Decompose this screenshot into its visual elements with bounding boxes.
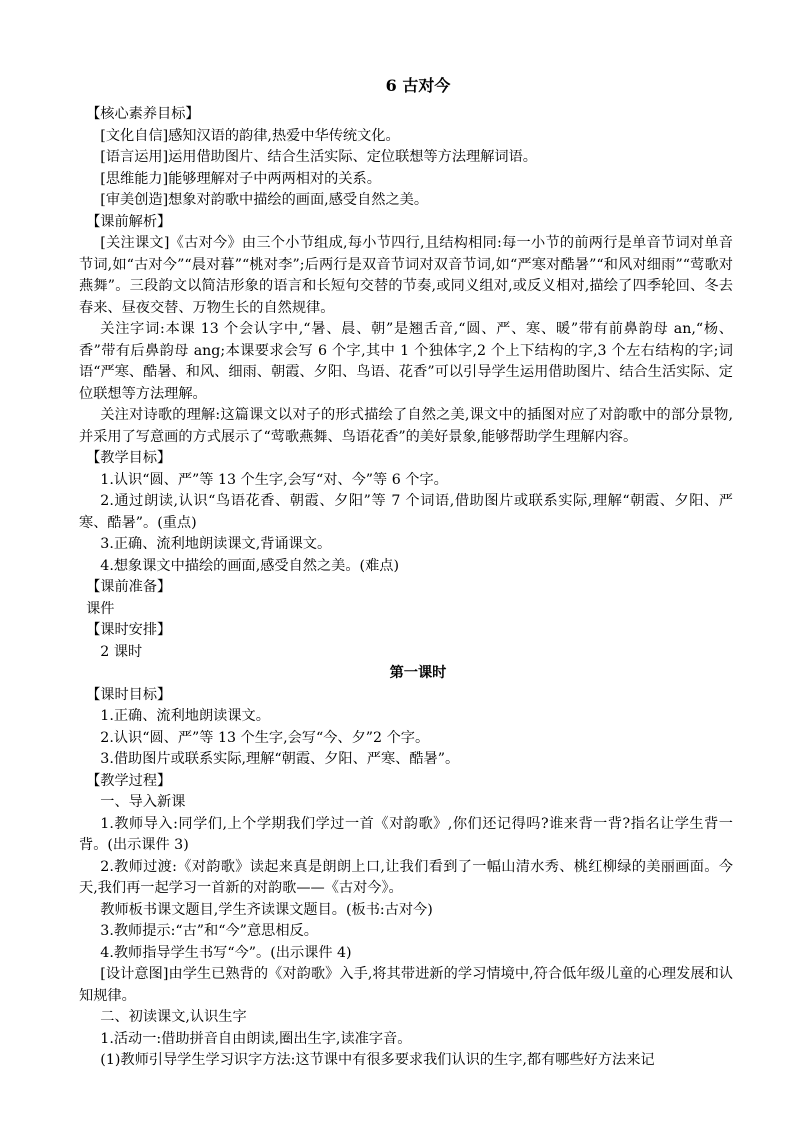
paragraph: [语言运用]运用借助图片、结合生活实际、定位联想等方法理解词语。 (100, 149, 537, 165)
section-subheading: 第一课时 (389, 665, 447, 681)
paragraph: 3.教师提示:“古”和“今”意思相反。 (100, 923, 318, 939)
paragraph: 教师板书课文题目,学生齐读课文题目。(板书:古对今) (100, 901, 433, 918)
document-body (79, 72, 733, 1072)
paragraph: [审美创造]想象对韵歌中描绘的画面,感受自然之美。 (100, 192, 429, 208)
paragraph: [设计意图]由学生已熟背的《对韵歌》入手,将其带进新的学习情境中,符合低年级儿童的心理发展和认知规律。 (79, 966, 733, 1004)
paragraph: [关注课文]《古对今》由三个小节组成,每小节四行,且结构相同:每一小节的前两行是单音节词对单音节词,如“古对今”“晨对暮”“桃对李”;后两行是双音节词对双音节词,如“严寒对酷暑”“和风对细雨”“莺歌对燕舞”。三段韵文以简洁形象的语言和长短句交替的节奏,或同义组对,或反义相对,描绘了四季轮回、冬去春来、昼夜交替、万物生长的自然规律。 (79, 235, 733, 316)
section-heading: 【课时目标】 (86, 686, 172, 703)
section-heading: 课件 (86, 600, 115, 617)
paragraph: 关注对诗歌的理解:这篇课文以对子的形式描绘了自然之美,课文中的插图对应了对韵歌中的部分景物,并采用了写意画的方式展示了“莺歌燕舞、鸟语花香”的美好景象,能够帮助学生理解内容。 (79, 407, 733, 445)
section-heading: 【课时安排】 (86, 622, 172, 638)
section-heading: 【教学过程】 (86, 772, 172, 789)
paragraph: 1.认识“圆、严”等 13 个生字,会写“对、今”等 6 个字。 (100, 471, 448, 488)
lesson-title: 6 古对今 (385, 76, 451, 95)
paragraph: 2 课时 (100, 643, 143, 660)
paragraph: 4.教师指导学生书写“今”。(出示课件 4) (100, 944, 352, 961)
paragraph: 4.想象课文中描绘的画面,感受自然之美。(难点) (100, 557, 399, 574)
paragraph: 二、初读课文,认识生字 (100, 1009, 247, 1025)
paragraph: 1.活动一:借助拼音自由朗读,圈出生字,读准字音。 (100, 1030, 412, 1047)
paragraph: [思维能力]能够理解对子中两两相对的关系。 (100, 170, 381, 187)
paragraph: 1.正确、流利地朗读课文。 (100, 708, 270, 724)
paragraph: [文化自信]感知汉语的韵律,热爱中华传统文化。 (100, 127, 400, 144)
paragraph: (1)教师引导学生学习识字方法:这节课中有很多要求我们认识的生字,都有哪些好方法来记 (100, 1052, 655, 1068)
paragraph: 2.通过朗读,认识“鸟语花香、朝霞、夕阳”等 7 个词语,借助图片或联系实际,理解“朝霞、夕阳、严寒、酷暑”。(重点) (79, 493, 733, 531)
section-heading: 【课前解析】 (86, 213, 172, 230)
section-heading: 【教学目标】 (86, 450, 172, 466)
paragraph: 1.教师导入:同学们,上个学期我们学过一首《对韵歌》,你们还记得吗?谁来背一背?指名让学生背一背。(出示课件 3) (79, 815, 733, 853)
section-heading: 【课前准备】 (86, 579, 172, 595)
paragraph: 2.教师过渡:《对韵歌》读起来真是朗朗上口,让我们看到了一幅山清水秀、桃红柳绿的美丽画面。今天,我们再一起学习一首新的对韵歌——《古对今》。 (79, 858, 733, 896)
paragraph: 3.正确、流利地朗读课文,背诵课文。 (100, 536, 332, 552)
paragraph: 3.借助图片或联系实际,理解“朝霞、夕阳、严寒、酷暑”。 (100, 751, 460, 767)
paragraph: 关注字词:本课 13 个会认字中,“暑、晨、朝”是翘舌音,“圆、严、寒、暖”带有前鼻韵母 an,“杨、香”带有后鼻韵母 ang;本课要求会写 6 个字,其中 1 个独体字,2 个上下结构的字,3 个左右结构的字;词语“严寒、酷暑、和风、细雨、朝霞、夕阳、鸟语、花香”可以引导学生运用借助图片、结合生活实际、定位联想等方法理解。 (79, 321, 733, 402)
paragraph: 一、导入新课 (100, 794, 186, 810)
paragraph: 2.认识“圆、严”等 13 个生字,会写“今、夕”2 个字。 (100, 729, 430, 746)
lesson-text (79, 104, 733, 1072)
section-heading: 【核心素养目标】 (86, 106, 200, 122)
